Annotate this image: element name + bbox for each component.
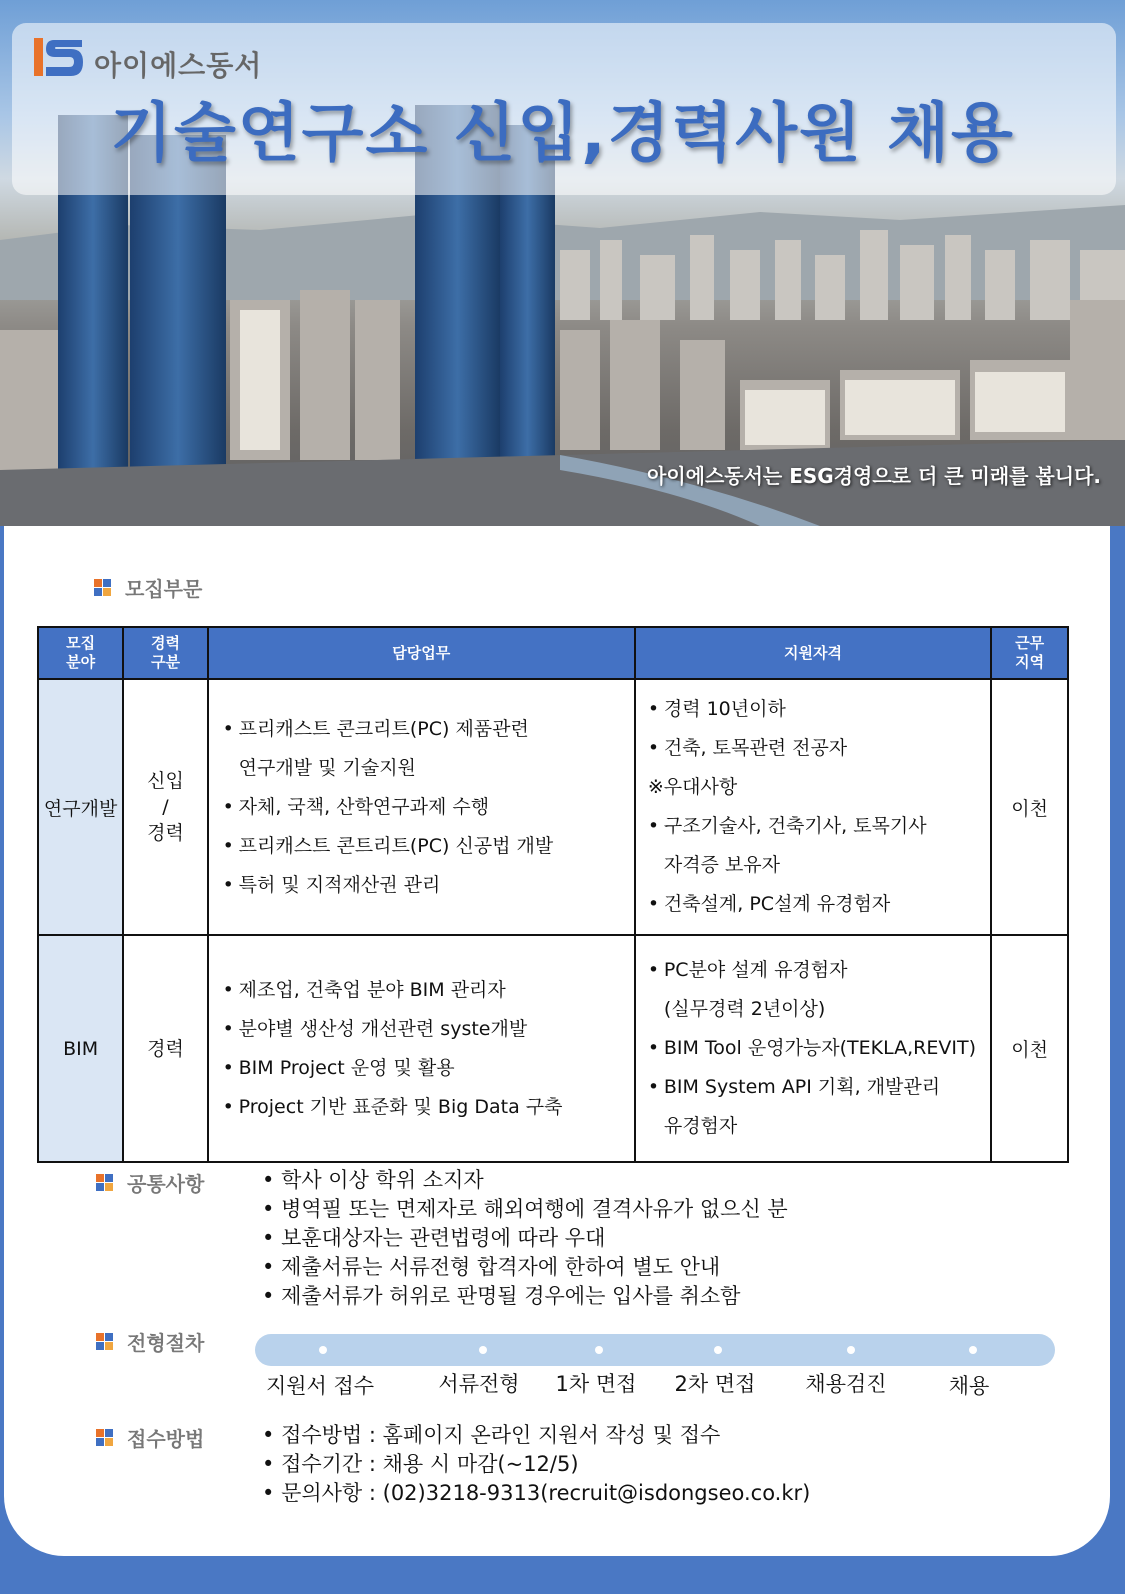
process-step: 채용검진 bbox=[805, 1372, 887, 1396]
process-timeline-bar bbox=[255, 1334, 1055, 1366]
process-step: 지원서 접수 bbox=[265, 1374, 375, 1398]
duty-item: • 프리캐스트 콘트리트(PC) 신공법 개발 bbox=[223, 827, 624, 866]
duty-item: • 자체, 국책, 산학연구과제 수행 bbox=[223, 788, 624, 827]
step-dot bbox=[319, 1346, 327, 1354]
section-bullet-icon bbox=[96, 1174, 113, 1191]
duty-item: • 프리캐스트 콘크리트(PC) 제품관련 bbox=[223, 710, 624, 749]
qualifications-cell bbox=[635, 935, 991, 1162]
table-header-row bbox=[38, 627, 1068, 679]
step-dot bbox=[479, 1346, 487, 1354]
qual-item: • 구조기술사, 건축기사, 토목기사 bbox=[648, 807, 982, 846]
page-title: 기술연구소 신입,경력사원 채용 bbox=[110, 97, 1015, 171]
header-type: 경력 구분 bbox=[123, 627, 207, 679]
header-location: 근무 지역 bbox=[991, 627, 1068, 679]
step-dot bbox=[714, 1346, 722, 1354]
common-requirements-list bbox=[262, 1166, 788, 1311]
list-item: • 병역필 또는 면제자로 해외여행에 결격사유가 없으신 분 bbox=[262, 1195, 788, 1224]
table-row bbox=[38, 935, 1068, 1162]
qual-item: • 건축, 토목관련 전공자 bbox=[648, 729, 982, 768]
duty-item: • 제조업, 건축업 분야 BIM 관리자 bbox=[223, 971, 624, 1010]
header-qualifications: 지원자격 bbox=[635, 627, 991, 679]
qual-item: (실무경력 2년이상) bbox=[663, 998, 826, 1020]
section-bullet-icon bbox=[96, 1333, 113, 1350]
duty-item: • 특허 및 지적재산권 관리 bbox=[223, 866, 624, 905]
type-cell: 신입 / 경력 bbox=[123, 679, 207, 935]
duties-cell bbox=[208, 935, 635, 1162]
hero-banner bbox=[0, 0, 1125, 526]
company-logo-icon bbox=[34, 34, 84, 80]
qual-item: • PC분야 설계 유경험자 bbox=[648, 951, 982, 990]
step-dot bbox=[847, 1346, 855, 1354]
duties-cell bbox=[208, 679, 635, 935]
qual-item: • BIM Tool 운영가능자(TEKLA,REVIT) bbox=[648, 1029, 982, 1068]
qual-item: 유경험자 bbox=[663, 1115, 738, 1137]
list-item: • 접수기간 : 채용 시 마감(~12/5) bbox=[262, 1450, 810, 1479]
section-process-heading bbox=[96, 1327, 204, 1356]
duty-item: 연구개발 및 기술지원 bbox=[238, 756, 416, 779]
section-recruit-heading bbox=[94, 573, 202, 602]
header-duties: 담당업무 bbox=[208, 627, 635, 679]
company-name: 아이에스동서 bbox=[94, 49, 263, 82]
type-cell: 경력 bbox=[123, 935, 207, 1162]
qual-item: ※우대사항 bbox=[647, 776, 738, 798]
qual-item: • 경력 10년이하 bbox=[648, 690, 982, 729]
list-item: • 제출서류가 허위로 판명될 경우에는 입사를 취소함 bbox=[262, 1282, 788, 1311]
list-item: • 문의사항 : (02)3218-9313(recruit@isdongseo.co.kr) bbox=[262, 1479, 810, 1508]
header-field: 모집 분야 bbox=[38, 627, 123, 679]
content-panel bbox=[4, 526, 1110, 1556]
process-step: 2차 면접 bbox=[674, 1372, 756, 1396]
step-dot bbox=[969, 1346, 977, 1354]
slogan: 아이에스동서는 ESG경영으로 더 큰 미래를 봅니다. bbox=[647, 464, 1101, 488]
section-bullet-icon bbox=[94, 579, 111, 596]
qual-item: 자격증 보유자 bbox=[663, 854, 781, 876]
qual-item: • BIM System API 기획, 개발관리 bbox=[648, 1068, 982, 1107]
field-cell: BIM bbox=[38, 935, 123, 1162]
qual-item: • 건축설계, PC설계 유경험자 bbox=[648, 885, 982, 924]
section-title: 전형절차 bbox=[127, 1331, 205, 1355]
section-bullet-icon bbox=[96, 1429, 113, 1446]
location-cell: 이천 bbox=[991, 935, 1068, 1162]
apply-info-list bbox=[262, 1421, 810, 1508]
duty-item: • 분야별 생산성 개선관련 syste개발 bbox=[223, 1010, 624, 1049]
table-row bbox=[38, 679, 1068, 935]
duty-item: • Project 기반 표준화 및 Big Data 구축 bbox=[223, 1088, 624, 1127]
section-apply-heading bbox=[96, 1423, 204, 1452]
list-item: • 학사 이상 학위 소지자 bbox=[262, 1166, 788, 1195]
section-title: 공통사항 bbox=[127, 1172, 205, 1196]
recruit-table bbox=[37, 626, 1069, 1163]
location-cell: 이천 bbox=[991, 679, 1068, 935]
list-item: • 접수방법 : 홈페이지 온라인 지원서 작성 및 접수 bbox=[262, 1421, 810, 1450]
duty-item: • BIM Project 운영 및 활용 bbox=[223, 1049, 624, 1088]
list-item: • 보훈대상자는 관련법령에 따라 우대 bbox=[262, 1224, 788, 1253]
section-common-heading bbox=[96, 1168, 204, 1197]
section-title: 접수방법 bbox=[127, 1427, 205, 1451]
step-dot bbox=[595, 1346, 603, 1354]
section-title: 모집부문 bbox=[125, 577, 203, 601]
qualifications-cell bbox=[635, 679, 991, 935]
field-cell: 연구개발 bbox=[38, 679, 123, 935]
process-step: 1차 면접 bbox=[555, 1372, 637, 1396]
list-item: • 제출서류는 서류전형 합격자에 한하여 별도 안내 bbox=[262, 1253, 788, 1282]
process-step: 서류전형 bbox=[438, 1372, 520, 1396]
process-step: 채용 bbox=[948, 1374, 990, 1398]
